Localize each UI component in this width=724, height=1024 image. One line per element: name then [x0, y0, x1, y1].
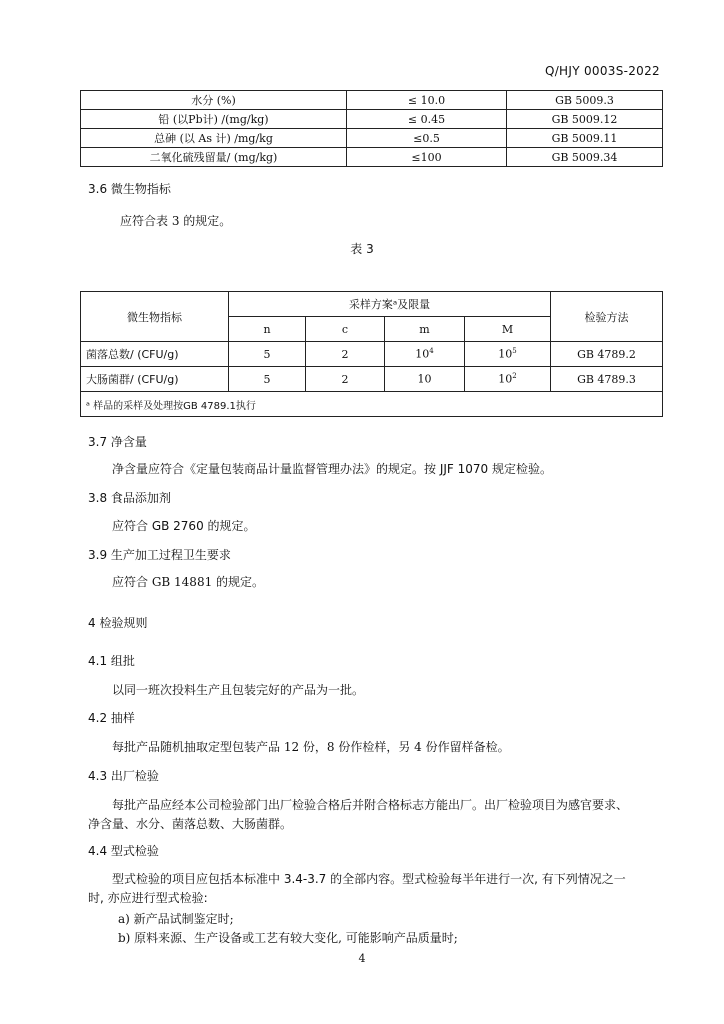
section-4-3-text-line2: 净含量、水分、菌落总数、大肠菌群。 [88, 817, 293, 831]
header-n: n [229, 317, 306, 342]
header-m: m [385, 317, 465, 342]
table-cell-n: 5 [229, 342, 306, 367]
table-cell-limit: ≤0.5 [347, 129, 507, 148]
table-row [81, 110, 663, 129]
table-row [81, 148, 663, 167]
table-cell-c: 2 [306, 342, 385, 367]
table-cell-M [465, 342, 551, 367]
table-cell-item: 总砷 (以 As 计) /mg/kg [81, 129, 347, 148]
table-row [81, 129, 663, 148]
table-cell-c: 2 [306, 367, 385, 392]
section-4-2-heading: 4.2 抽样 [88, 711, 135, 725]
section-4-4-text-line2: 时, 亦应进行型式检验: [88, 891, 208, 905]
section-4-1-heading: 4.1 组批 [88, 654, 135, 668]
table-cell-method: GB 4789.3 [551, 367, 663, 392]
section-3-8-heading: 3.8 食品添加剂 [88, 491, 171, 505]
microbiological-table [80, 291, 663, 417]
table-cell-method: GB 5009.3 [507, 91, 663, 110]
header-item: 微生物指标 [81, 292, 229, 342]
table-row [81, 91, 663, 110]
M-exponent: 2 [512, 372, 517, 381]
table-cell-n: 5 [229, 367, 306, 392]
table-cell-m [385, 342, 465, 367]
table-row [81, 342, 663, 367]
section-3-9-text: 应符合 GB 14881 的规定。 [112, 575, 265, 589]
header-M: M [465, 317, 551, 342]
table-row [81, 367, 663, 392]
list-item-a: a) 新产品试制鉴定时; [118, 912, 234, 926]
list-item-b: b) 原料来源、生产设备或工艺有较大变化, 可能影响产品质量时; [118, 931, 458, 945]
table-cell-method: GB 5009.12 [507, 110, 663, 129]
header-method: 检验方法 [551, 292, 663, 342]
table-cell-limit: ≤ 10.0 [347, 91, 507, 110]
table-cell-M [465, 367, 551, 392]
m-base: 10 [417, 372, 432, 386]
table-cell-item: 菌落总数/ (CFU/g) [81, 342, 229, 367]
table-footnote: ᵃ 样品的采样及处理按GB 4789.1执行 [81, 392, 663, 417]
section-3-7-text: 净含量应符合《定量包装商品计量监督管理办法》的规定。按 JJF 1070 规定检验。 [112, 462, 552, 476]
section-3-6-heading: 3.6 微生物指标 [88, 182, 171, 196]
table-cell-item: 铅 (以Pb计) /(mg/kg) [81, 110, 347, 129]
M-base: 10 [498, 372, 513, 386]
M-exponent: 5 [512, 347, 517, 356]
table-footnote-row [81, 392, 663, 417]
physicochemical-table-continued [80, 90, 663, 167]
section-4-4-text-line1: 型式检验的项目应包括本标准中 3.4-3.7 的全部内容。型式检验每半年进行一次, 有下列情况之一 [112, 872, 626, 886]
table-3-caption: 表 3 [350, 242, 374, 256]
table-cell-limit: ≤100 [347, 148, 507, 167]
table-cell-item: 水分 (%) [81, 91, 347, 110]
section-4-2-text: 每批产品随机抽取定型包装产品 12 份，8 份作检样，另 4 份作留样备检。 [112, 740, 510, 754]
m-base: 10 [415, 347, 430, 361]
section-3-9-heading: 3.9 生产加工过程卫生要求 [88, 548, 231, 562]
table-cell-method: GB 5009.34 [507, 148, 663, 167]
M-base: 10 [498, 347, 513, 361]
table-header-row [81, 292, 663, 317]
table-cell-item: 大肠菌群/ (CFU/g) [81, 367, 229, 392]
table-cell-limit: ≤ 0.45 [347, 110, 507, 129]
section-3-8-text: 应符合 GB 2760 的规定。 [112, 519, 256, 533]
page-number: 4 [358, 952, 366, 965]
document-code: Q/HJY 0003S-2022 [544, 64, 660, 78]
section-4-1-text: 以同一班次投料生产且包装完好的产品为一批。 [112, 683, 365, 697]
section-4-3-text-line1: 每批产品应经本公司检验部门出厂检验合格后并附合格标志方能出厂。出厂检验项目为感官要求、 [112, 798, 629, 812]
table-cell-item: 二氧化硫残留量/ (mg/kg) [81, 148, 347, 167]
table-cell-method: GB 5009.11 [507, 129, 663, 148]
section-4-4-heading: 4.4 型式检验 [88, 844, 159, 858]
table-cell-m [385, 367, 465, 392]
header-c: c [306, 317, 385, 342]
m-exponent: 4 [429, 347, 434, 356]
section-4-heading: 4 检验规则 [88, 616, 148, 630]
section-3-6-text: 应符合表 3 的规定。 [120, 214, 232, 228]
table-cell-method: GB 4789.2 [551, 342, 663, 367]
section-3-7-heading: 3.7 净含量 [88, 435, 147, 449]
header-sampling-plan: 采样方案ᵃ及限量 [229, 292, 551, 317]
section-4-3-heading: 4.3 出厂检验 [88, 769, 159, 783]
